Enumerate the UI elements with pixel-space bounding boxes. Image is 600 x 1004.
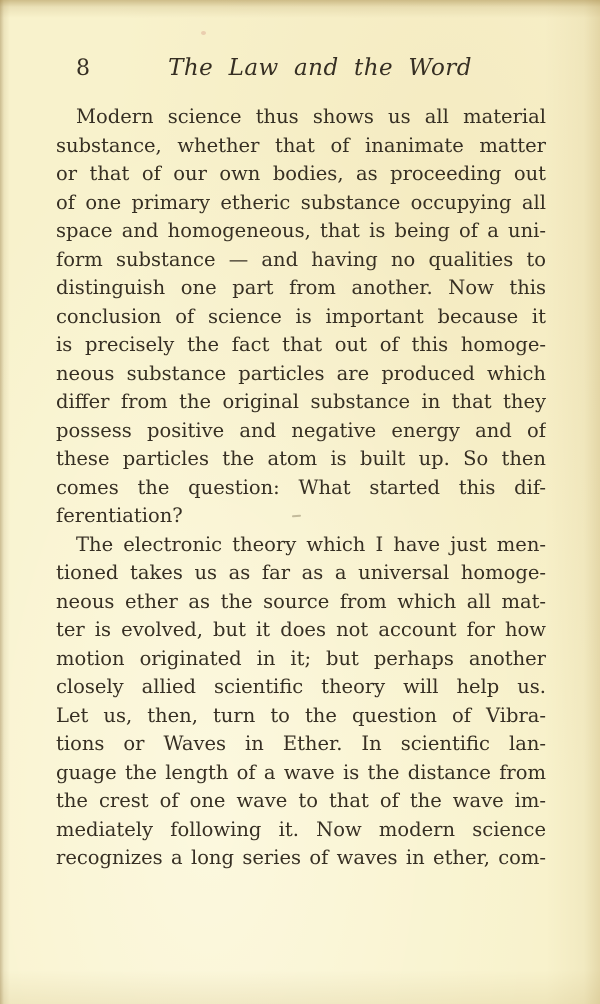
text-line: ter is evolved, but it does not account for how: [56, 618, 546, 641]
text-line: conclusion of science is important because it: [56, 304, 546, 328]
text-line: ferentiation?: [56, 504, 183, 527]
text-line: space and homogeneous, that is being of a uni-: [56, 219, 546, 242]
text-line: tioned takes us as far as a universal homoge-: [56, 561, 546, 584]
text-line: distinguish one part from another. Now this: [56, 276, 546, 299]
text-line: differ from the original substance in that they: [56, 390, 546, 413]
text-line: substance, whether that of inanimate matter: [56, 133, 546, 157]
text-line: closely allied scientific theory will help us.: [56, 675, 546, 698]
text-line: Let us, then, turn to the question of Vibra-: [56, 703, 546, 727]
running-title: The Law and the Word: [168, 55, 472, 81]
text-line: comes the question: What started this dif-: [56, 475, 546, 499]
text-line: The electronic theory which I have just men-: [76, 532, 546, 556]
text-line: neous substance particles are produced which: [56, 361, 546, 385]
text-line: tions or Waves in Ether. In scientific lan-: [56, 732, 546, 755]
paragraph-2: [56, 531, 546, 873]
text-line: recognizes a long series of waves in ether, com-: [56, 846, 546, 869]
text-line: is precisely the fact that out of this homoge-: [56, 333, 546, 356]
text-line: motion originated in it; but perhaps another: [56, 646, 546, 670]
page-number: 8: [76, 56, 90, 81]
text-line: the crest of one wave to that of the wave im-: [56, 789, 546, 812]
text-line: neous ether as the source from which all mat-: [56, 589, 546, 613]
text-line: of one primary etheric substance occupying all: [56, 190, 546, 214]
paragraph-1: [56, 103, 546, 531]
text-line: or that of our own bodies, as proceeding out: [56, 162, 546, 185]
text-line: these particles the atom is built up. So then: [56, 447, 546, 470]
text-line: mediately following it. Now modern science: [56, 817, 546, 841]
scan-artifact-speck: [201, 31, 206, 35]
text-line: guage the length of a wave is the distance from: [56, 760, 546, 784]
text-line: possess positive and negative energy and of: [56, 418, 546, 442]
text-line: form substance — and having no qualities to: [56, 247, 546, 271]
text-line: Modern science thus shows us all material: [76, 105, 546, 128]
text-block: [56, 103, 546, 873]
